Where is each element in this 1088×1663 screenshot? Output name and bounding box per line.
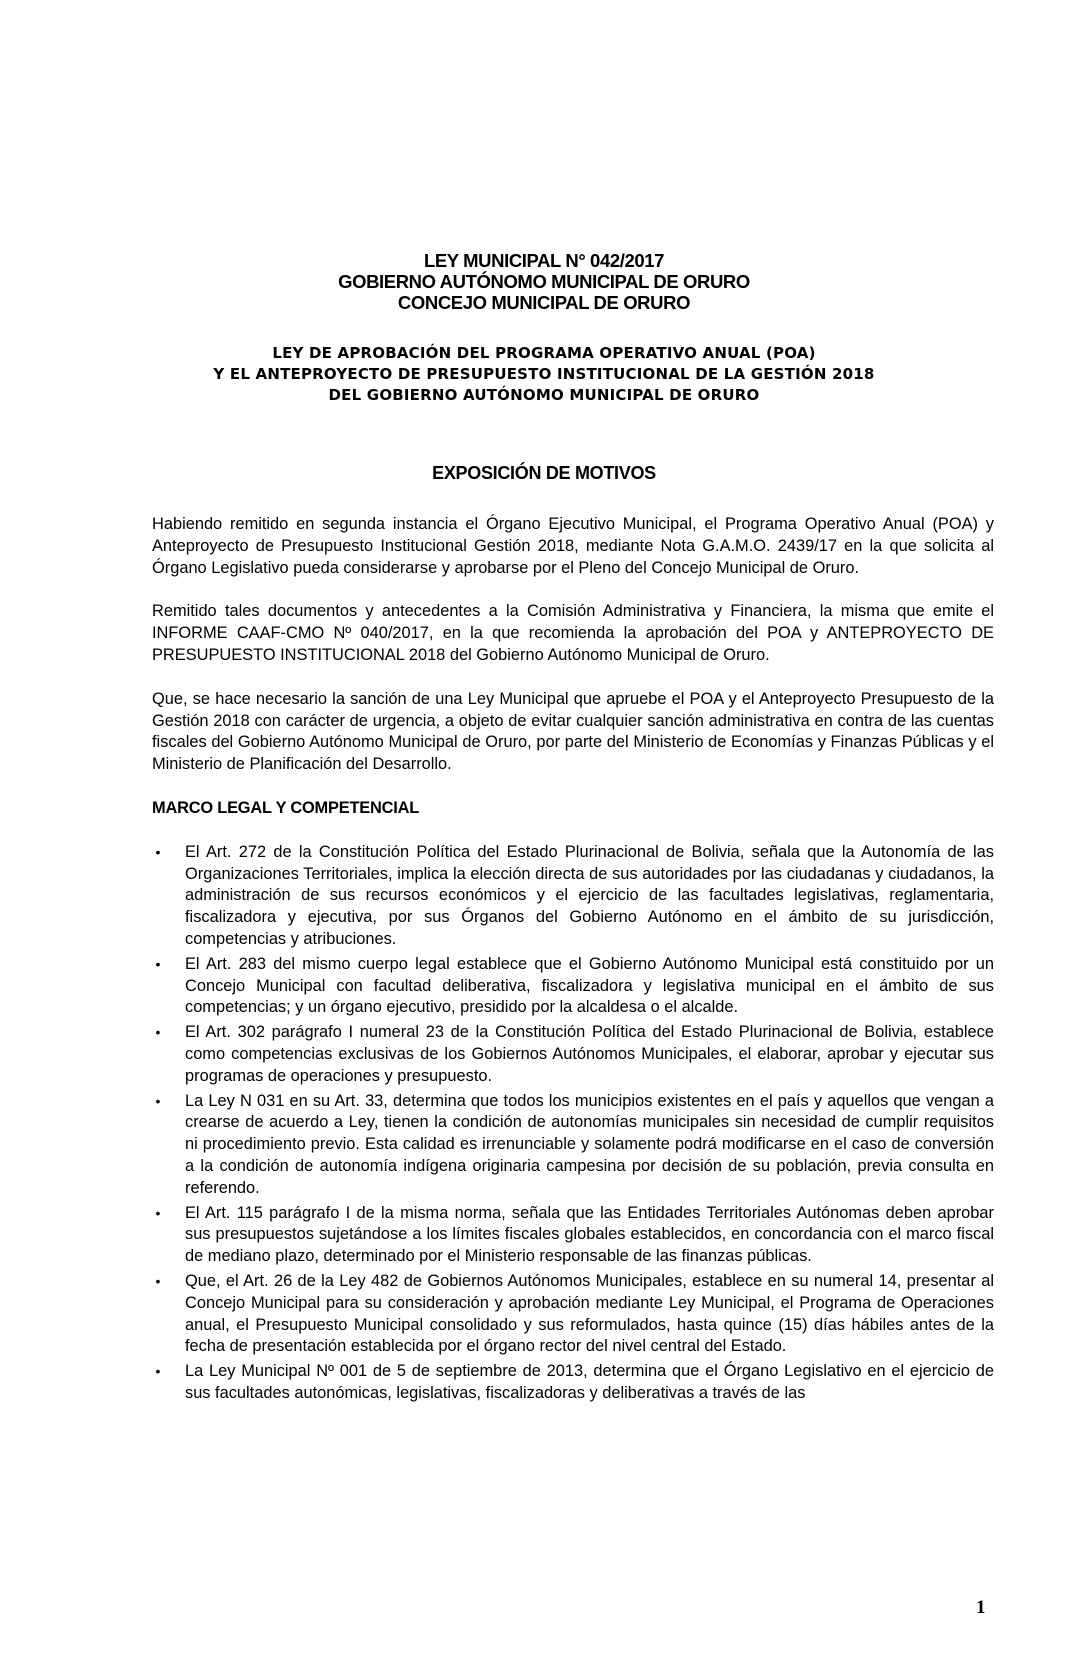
document-body (152, 514, 994, 1408)
list-item-text: El Art. 272 de la Constitución Política del Estado Plurinacional de Bolivia, señala que la Autonomía de las Organizaciones Territoriales, implica la elección directa de sus autoridades por las ciudadanas y ciudadanos, la administración de sus recursos económicos y el ejercicio de las facultades legislativas, reglamentaria, fiscalizadora y ejecutiva, por sus Órganos del Gobierno Autónomo en el ámbito de su jurisdicción, competencias y atribuciones. (185, 842, 994, 948)
list-item (155, 1203, 994, 1268)
law-title-line-3: DEL GOBIERNO AUTÓNOMO MUNICIPAL DE ORURO (328, 386, 760, 404)
bullet-icon: • (155, 1024, 161, 1041)
list-item-text: El Art. 302 parágrafo I numeral 23 de la Constitución Política del Estado Plurinacional de Bolivia, establece como competencias exclusivas de los Gobiernos Autónomos Municipales, el elaborar, aprobar y ejecutar sus programas de operaciones y presupuesto. (185, 1023, 994, 1085)
list-item-text: El Art. 115 parágrafo I de la misma norma, señala que las Entidades Territoriales Autónomas deben aprobar sus presupuestos sujetándose a los límites fiscales globales establecidos, en concordancia con el marco fiscal de mediano plazo, determinado por el Ministerio responsable de las finanzas públicas. (185, 1203, 994, 1266)
bullet-icon: • (155, 1204, 161, 1221)
list-item (155, 1271, 994, 1358)
list-item (155, 1361, 994, 1405)
paragraph: Que, se hace necesario la sanción de una Ley Municipal que apruebe el POA y el Anteproyecto Presupuesto de la Gestión 2018 con carácter de urgencia, a objeto de evitar cualquier sanción administrativa en contra de las cuentas fiscales del Gobierno Autónomo Municipal de Oruro, por parte del Ministerio de Economías y Finanzas Públicas y el Ministerio de Planificación del Desarrollo. (152, 689, 994, 774)
law-number: LEY MUNICIPAL N° 042/2017 (423, 250, 665, 271)
list-item (155, 842, 994, 951)
legal-framework-list (152, 842, 994, 1405)
legal-framework-heading: MARCO LEGAL Y COMPETENCIAL (152, 798, 420, 817)
document-header (0, 250, 1088, 313)
list-item-text: La Ley Municipal Nº 001 de 5 de septiembre de 2013, determina que el Órgano Legislativo en el ejercicio de sus facultades autonómicas, legislativas, fiscalizadoras y deliberativas a través de las (185, 1362, 994, 1402)
paragraph: Remitido tales documentos y antecedentes a la Comisión Administrativa y Financiera, la misma que emite el INFORME CAAF-CMO Nº 040/2017, en la que recomienda la aprobación del POA y ANTEPROYECTO DE PRESUPUESTO INSTITUCIONAL 2018 del Gobierno Autónomo Municipal de Oruro. (152, 602, 994, 664)
paragraph: Habiendo remitido en segunda instancia el Órgano Ejecutivo Municipal, el Programa Operativo Anual (POA) y Anteproyecto de Presupuesto Institucional Gestión 2018, mediante Nota G.A.M.O. 2439/17 en la que solicita al Órgano Legislativo pueda considerarse y aprobarse por el Pleno del Concejo Municipal de Oruro. (152, 515, 994, 577)
government-name: GOBIERNO AUTÓNOMO MUNICIPAL DE ORURO (338, 271, 750, 292)
law-title-line-1: LEY DE APROBACIÓN DEL PROGRAMA OPERATIVO ANUAL (POA) (272, 344, 816, 362)
bullet-icon: • (155, 843, 161, 860)
section-title: EXPOSICIÓN DE MOTIVOS (432, 463, 656, 483)
bullet-icon: • (155, 1272, 161, 1289)
bullet-icon: • (155, 1363, 161, 1380)
list-item (155, 1091, 994, 1200)
list-item-text: El Art. 283 del mismo cuerpo legal establece que el Gobierno Autónomo Municipal está constituido por un Concejo Municipal con facultad deliberativa, fiscalizadora y legislativa municipal en el ámbito de sus competencias; y un órgano ejecutivo, presidido por la alcaldesa o el alcalde. (185, 954, 994, 1017)
list-item (155, 1022, 994, 1087)
list-item-text: La Ley N 031 en su Art. 33, determina que todos los municipios existentes en el país y aquellos que vengan a crearse de acuerdo a Ley, tienen la condición de autonomías municipales sin necesidad de cumplir requisitos ni procedimiento previo. Esta calidad es irrenunciable y solamente podrá modificarse en el caso de conversión a la condición de autonomía indígena originaria campesina por decisión de su población, previa consulta en referendo. (185, 1091, 994, 1197)
page-number: 1 (976, 1597, 986, 1618)
bullet-icon: • (155, 955, 161, 972)
list-item-text: Que, el Art. 26 de la Ley 482 de Gobiernos Autónomos Municipales, establece en su numeral 14, presentar al Concejo Municipal para su consideración y aprobación mediante Ley Municipal, el Programa de Operaciones anual, el Presupuesto Municipal consolidado y sus reformulados, hasta quince (15) días hábiles antes de la fecha de presentación establecida por el órgano rector del nivel central del Estado. (185, 1271, 994, 1356)
council-name: CONCEJO MUNICIPAL DE ORURO (397, 292, 691, 313)
list-item (155, 954, 994, 1019)
law-title-line-2: Y EL ANTEPROYECTO DE PRESUPUESTO INSTITUCIONAL DE LA GESTIÓN 2018 (213, 365, 875, 383)
bullet-icon: • (155, 1092, 161, 1109)
law-title (0, 343, 1088, 406)
